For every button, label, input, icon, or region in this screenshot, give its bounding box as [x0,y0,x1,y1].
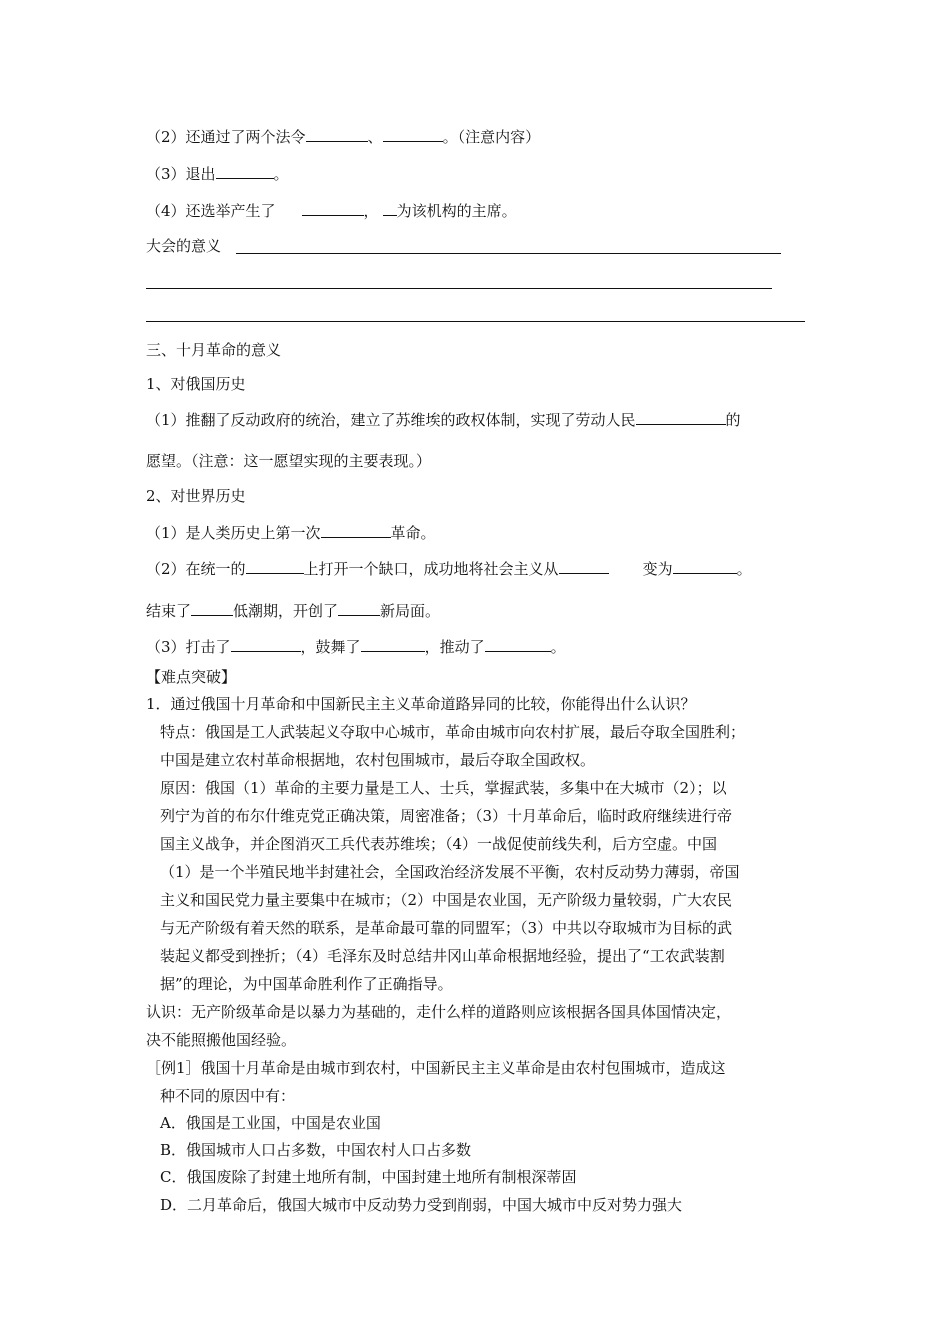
russia-blank[interactable] [636,409,726,425]
world-item-2-cont: 结束了 低潮期，开创了 新局面。 [146,602,441,620]
reason-line-1: 原因：俄国（1）革命的主要力量是工人、士兵，掌握武装，多集中在大城市（2）；以 [160,779,727,797]
withdraw-item: （3）退出 。 [146,165,289,183]
world-blank-6[interactable] [338,600,380,616]
breakthrough-title: 【难点突破】 [146,668,237,686]
world-item-1: （1）是人类历史上第一次 革命。 [146,524,436,542]
world-blank-8[interactable] [361,636,425,652]
world-blank-9[interactable] [485,636,551,652]
meaning-line-1[interactable] [236,253,781,254]
world-heading: 2、对世界历史 [146,487,246,505]
option-b[interactable]: B．俄国城市人口占多数，中国农村人口占多数 [160,1141,472,1159]
russia-heading: 1、对俄国历史 [146,375,246,393]
reason-line-8: 据”的理论，为中国革命胜利作了正确指导。 [160,975,453,993]
feature-line-1: 特点：俄国是工人武装起义夺取中心城市，革命由城市向农村扩展，最后夺取全国胜利； [160,723,746,741]
meaning-label: 大会的意义 [146,237,222,255]
reason-line-5: 主义和国民党力量主要集中在城市；（2）中国是农业国，无产阶级力量较弱，广大农民 [160,891,733,909]
feature-line-2: 中国是建立农村革命根据地，农村包围城市，最后夺取全国政权。 [160,751,596,769]
question-1: 1．通过俄国十月革命和中国新民主主义革命道路异同的比较，你能得出什么认识？ [146,695,696,713]
world-blank-3[interactable] [559,558,609,574]
example-line-2: 种不同的原因中有： [160,1087,296,1105]
russia-item-1-cont: 愿望。（注意：这一愿望实现的主要表现。） [146,452,432,470]
meaning-line-2[interactable] [146,288,772,289]
reason-line-2: 列宁为首的布尔什维克党正确决策，周密准备；（3）十月革命后，临时政府继续进行帝 [160,807,733,825]
russia-item-1: （1）推翻了反动政府的统治，建立了苏维埃的政权体制，实现了劳动人民 的 [146,411,741,429]
meaning-line-3[interactable] [146,321,805,322]
elect-blank-2[interactable] [383,200,397,216]
option-a[interactable]: A．俄国是工业国，中国是农业国 [160,1114,381,1132]
world-blank-7[interactable] [231,636,301,652]
reason-line-7: 装起义都受到挫折；（4）毛泽东及时总结井冈山革命根据地经验，提出了“工农武装割 [160,947,725,965]
world-blank-5[interactable] [191,600,233,616]
elect-blank-1[interactable] [302,200,364,216]
section-3-title: 三、十月革命的意义 [146,341,282,359]
insight-line-1: 认识：无产阶级革命是以暴力为基础的，走什么样的道路则应该根据各国具体国情决定， [146,1003,732,1021]
law-item: （2）还通过了两个法令 、 。（注意内容） [146,128,541,146]
option-c[interactable]: C．俄国废除了封建土地所有制，中国封建土地所有制根深蒂固 [160,1168,577,1186]
insight-line-2: 决不能照搬他国经验。 [146,1031,297,1049]
example-line-1: ［例1］俄国十月革命是由城市到农村，中国新民主主义革命是由农村包围城市，造成这 [146,1059,726,1077]
world-item-2: （2）在统一的 上打开一个缺口，成功地将社会主义从 变为 。 [146,560,752,578]
option-d[interactable]: D．二月革命后，俄国大城市中反动势力受到削弱，中国大城市中反对势力强大 [160,1196,683,1214]
reason-line-4: （1）是一个半殖民地半封建社会，全国政治经济发展不平衡，农村反动势力薄弱，帝国 [160,863,740,881]
reason-line-6: 与无产阶级有着天然的联系，是革命最可靠的同盟军；（3）中共以夺取城市为目标的武 [160,919,733,937]
world-blank-2[interactable] [246,558,304,574]
withdraw-blank[interactable] [216,163,274,179]
world-item-3: （3）打击了 ，鼓舞了 ，推动了 。 [146,638,566,656]
reason-line-3: 国主义战争，并企图消灭工兵代表苏维埃；（4）一战促使前线失利，后方空虚。中国 [160,835,718,853]
law-blank-2[interactable] [383,126,443,142]
world-blank-1[interactable] [321,522,391,538]
world-blank-4[interactable] [673,558,737,574]
law-blank-1[interactable] [306,126,368,142]
elect-item: （4）还选举产生了 ， 为该机构的主席。 [146,202,517,220]
